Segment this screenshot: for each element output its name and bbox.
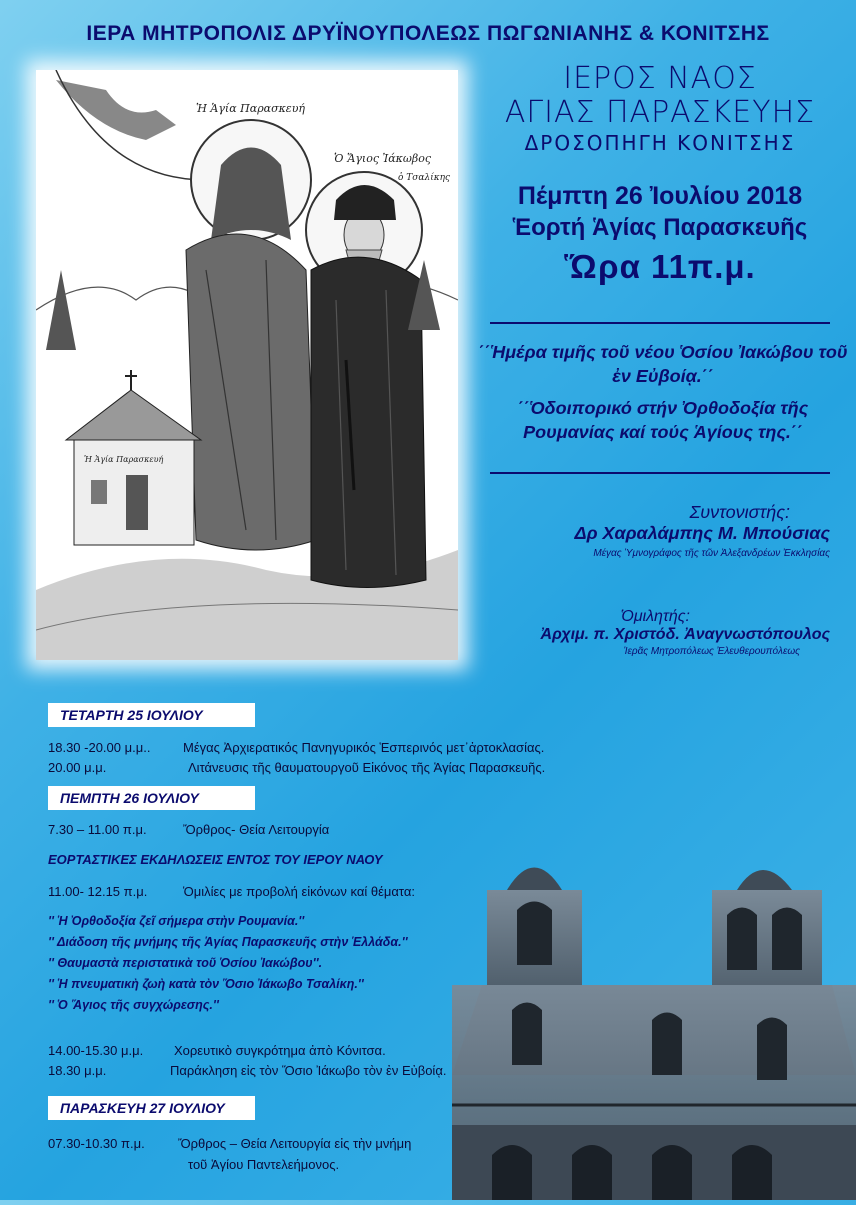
label-iakovos: Ὁ Ἅγιος Ἰάκωβος [334,152,431,165]
divider-top [490,322,830,324]
church-name-block [470,62,850,156]
coordinator-title: Μέγας Ὑμνογράφος τῆς τῶν Ἀλεξανδρέων Ἐκκλησίας [593,548,830,559]
paraskevi-robe [186,234,316,550]
blessing-hand [56,80,176,140]
coordinator-label: Συντονιστής: [689,502,790,522]
talk-item: '' Διάδοση τῆς μνήμης τῆς Ἁγίας Παρασκευῆς στὴν Ἑλλάδα.'' [48,935,408,949]
schedule-time: 11.00- 12.15 π.μ. [48,884,148,899]
coordinator-name: Δρ Χαραλάμπης Μ. Μπούσιας [574,523,830,543]
schedule-time: 18.30 -20.00 μ.μ.. [48,740,151,755]
day-banner-friday: ΠΑΡΑΣΚΕΥΗ 27 ΙΟΥΛΙΟΥ [48,1096,255,1120]
day-banner-thursday: ΠΕΜΠΤΗ 26 ΙΟΥΛΙΟΥ [48,786,255,810]
label-paraskevi: Ἡ Ἁγία Παρασκευή [196,102,305,115]
topic-2: ΄΄Ὁδοιπορικό στήν Ὀρθοδοξία τῆς Ρουμανίας καί τούς Ἁγίους της.΄΄ [517,398,809,442]
metropolis-header: ΙΕΡΑ ΜΗΤΡΟΠΟΛΙΣ ΔΡΥΪΝΟΥΠΟΛΕΩΣ ΠΩΓΩΝΙΑΝΗΣ & ΚΟΝΙΤΣΗΣ [86,22,770,45]
event-feast: Ἑορτή Ἁγίας Παρασκευῆς [512,214,808,241]
schedule-time: 18.30 μ.μ. [48,1063,107,1078]
speaker-block [480,608,830,657]
coordinator-block [480,502,830,559]
schedule-time: 7.30 – 11.00 π.μ. [48,822,147,837]
schedule-time: 20.00 μ.μ. [48,760,107,775]
day-banner-wednesday: ΤΕΤΑΡΤΗ 25 ΙΟΥΛΙΟΥ [48,703,255,727]
church-name-line2: ΑΓΙΑΣ ΠΑΡΑΣΚΕΥΗΣ [504,95,816,130]
church-name-line1: ΙΕΡΟΣ ΝΑΟΣ [563,61,757,96]
church-building-drawing [452,835,856,1200]
event-block [470,180,850,290]
schedule-text: Ὄρθρος- Θεία Λειτουργία [183,822,330,837]
speaker-title: Ἱερᾶς Μητροπόλεως Ἐλευθερουπόλεως [623,646,800,657]
speaker-label: Ὁμιλητής: [620,608,690,625]
divider-bottom [490,472,830,474]
event-date: Πέμπτη 26 Ἰουλίου 2018 [517,182,803,210]
topics-block [478,340,848,452]
talk-item: '' Ὁ Ἅγιος τῆς συγχώρεσης.'' [48,998,219,1012]
topic-1: ΄΄Ἡμέρα τιμῆς τοῦ νέου Ὁσίου Ἰακώβου τοῦ ἐν Εὐβοίᾳ.΄΄ [478,342,848,386]
church-photo [452,835,856,1200]
schedule-time: 14.00-15.30 μ.μ. [48,1043,144,1058]
schedule-text: Ὄρθρος – Θεία Λειτουργία εἰς τὴν μνήμη [178,1136,412,1151]
events-heading: ΕΟΡΤΑΣΤΙΚΕΣ ΕΚΔΗΛΩΣΕΙΣ ΕΝΤΟΣ ΤΟΥ ΙΕΡΟΥ ΝΑΟΥ [48,852,383,867]
schedule-text: Παράκληση εἰς τὸν Ὅσιο Ἰάκωβο τὸν ἐν Εὐβοίᾳ. [170,1063,447,1078]
saints-drawing [36,70,458,660]
schedule-text: τοῦ Ἁγίου Παντελεήμονος. [188,1157,340,1172]
church-location: ΔΡΟΣΟΠΗΓΗ ΚΟΝΙΤΣΗΣ [524,131,796,155]
talk-item: '' Θαυμαστὰ περιστατικὰ τοῦ Ὁσίου Ἰακώβου''. [48,956,323,970]
speaker-name: Ἀρχιμ. π. Χριστόδ. Ἀναγνωστόπουλος [540,626,830,643]
iakovos-robe [311,257,426,587]
schedule-text: Χορευτικὸ συγκρότημα ἀπὸ Κόνιτσα. [174,1043,386,1058]
schedule-time: 07.30-10.30 π.μ. [48,1136,145,1151]
label-iakovos-sub: ὁ Τσαλίκης [398,173,451,183]
talk-item: '' Ἡ πνευματικὴ ζωὴ κατὰ τὸν Ὅσιο Ἰάκωβο Τσαλίκη.'' [48,977,364,991]
schedule-text: Ὁμιλίες με προβολή εἰκόνων καί θέματα: [183,884,415,899]
talk-item: '' Ἡ Ὀρθοδοξία ζεῖ σήμερα στὴν Ρουμανία.'' [48,914,305,928]
schedule-text: Λιτάνευσις τῆς θαυματουργοῦ Εἰκόνος τῆς Ἁγίας Παρασκευῆς. [188,760,546,775]
saints-icon-illustration [36,70,458,660]
schedule-text: Μέγας Ἀρχιερατικός Πανηγυρικός Ἑσπερινός μετ᾽ἀρτοκλασίας. [183,740,545,755]
event-time: Ὥρα 11π.μ. [564,248,756,285]
label-chapel: Ἡ Ἁγία Παρασκευή [84,455,164,464]
